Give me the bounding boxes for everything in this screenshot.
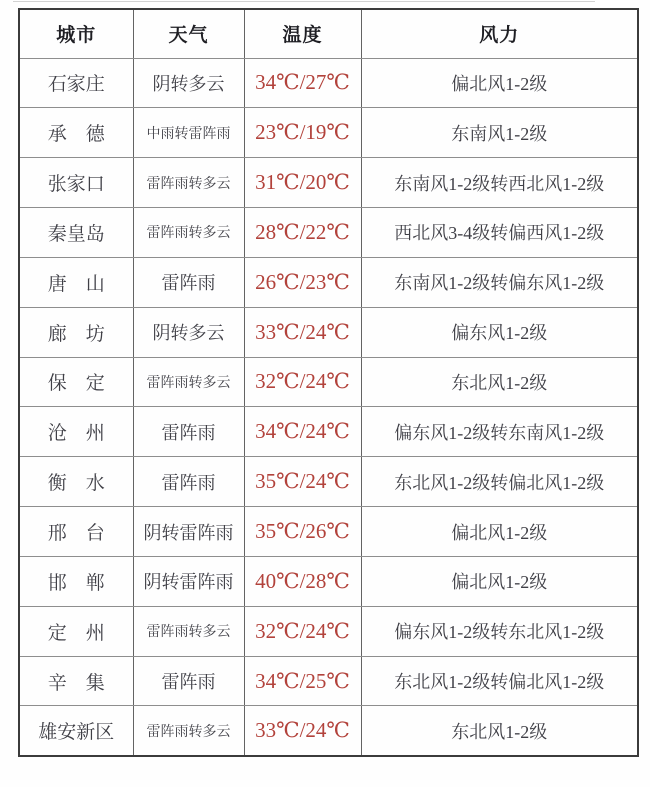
wind-cell: 偏东风1-2级转东南风1-2级 [361,407,638,457]
weather-cell: 中雨转雷阵雨 [133,108,244,158]
table-header [19,9,638,58]
city-cell: 廊 坊 [19,307,133,357]
table-body [19,58,638,756]
col-header-temperature: 温度 [244,9,361,58]
temperature-cell: 40℃/28℃ [244,556,361,606]
wind-cell: 东南风1-2级转偏东风1-2级 [361,257,638,307]
weather-cell: 雷阵雨 [133,656,244,706]
wind-cell: 东南风1-2级转西北风1-2级 [361,158,638,208]
table-row [19,208,638,258]
table-row [19,457,638,507]
temperature-cell: 34℃/27℃ [244,58,361,108]
table-row [19,556,638,606]
table-row [19,158,638,208]
wind-cell: 偏北风1-2级 [361,58,638,108]
city-cell: 张家口 [19,158,133,208]
temperature-cell: 34℃/24℃ [244,407,361,457]
city-cell: 保 定 [19,357,133,407]
table-row [19,108,638,158]
wind-cell: 偏北风1-2级 [361,556,638,606]
city-cell: 衡 水 [19,457,133,507]
temperature-cell: 32℃/24℃ [244,606,361,656]
city-cell: 雄安新区 [19,706,133,756]
city-cell: 承 德 [19,108,133,158]
temperature-cell: 34℃/25℃ [244,656,361,706]
city-cell: 秦皇岛 [19,208,133,258]
weather-cell: 阴转多云 [133,58,244,108]
table-row [19,606,638,656]
temperature-cell: 28℃/22℃ [244,208,361,258]
table-row [19,357,638,407]
weather-table [18,8,639,757]
wind-cell: 西北风3-4级转偏西风1-2级 [361,208,638,258]
city-cell: 邯 郸 [19,556,133,606]
table-row [19,257,638,307]
table-row [19,706,638,756]
table-row [19,656,638,706]
wind-cell: 偏东风1-2级 [361,307,638,357]
wind-cell: 东南风1-2级 [361,108,638,158]
temperature-cell: 33℃/24℃ [244,307,361,357]
wind-cell: 偏北风1-2级 [361,507,638,557]
header-row [19,9,638,58]
col-header-city: 城市 [19,9,133,58]
temperature-cell: 31℃/20℃ [244,158,361,208]
col-header-wind: 风力 [361,9,638,58]
weather-cell: 雷阵雨 [133,407,244,457]
wind-cell: 偏东风1-2级转东北风1-2级 [361,606,638,656]
temperature-cell: 23℃/19℃ [244,108,361,158]
city-cell: 邢 台 [19,507,133,557]
weather-cell: 雷阵雨 [133,257,244,307]
table-row [19,58,638,108]
temperature-cell: 35℃/26℃ [244,507,361,557]
temperature-cell: 35℃/24℃ [244,457,361,507]
city-cell: 定 州 [19,606,133,656]
table-row [19,407,638,457]
weather-cell: 雷阵雨转多云 [133,606,244,656]
weather-cell: 雷阵雨转多云 [133,357,244,407]
wind-cell: 东北风1-2级 [361,357,638,407]
wind-cell: 东北风1-2级转偏北风1-2级 [361,656,638,706]
temperature-cell: 32℃/24℃ [244,357,361,407]
city-cell: 唐 山 [19,257,133,307]
weather-cell: 阴转雷阵雨 [133,556,244,606]
weather-cell: 雷阵雨 [133,457,244,507]
weather-cell: 雷阵雨转多云 [133,706,244,756]
col-header-weather: 天气 [133,9,244,58]
wind-cell: 东北风1-2级转偏北风1-2级 [361,457,638,507]
cropped-line-artifact [13,1,595,2]
weather-cell: 阴转雷阵雨 [133,507,244,557]
city-cell: 沧 州 [19,407,133,457]
weather-cell: 雷阵雨转多云 [133,208,244,258]
temperature-cell: 26℃/23℃ [244,257,361,307]
weather-cell: 阴转多云 [133,307,244,357]
weather-cell: 雷阵雨转多云 [133,158,244,208]
temperature-cell: 33℃/24℃ [244,706,361,756]
table-row [19,507,638,557]
table-row [19,307,638,357]
city-cell: 石家庄 [19,58,133,108]
wind-cell: 东北风1-2级 [451,721,548,742]
city-cell: 辛 集 [19,656,133,706]
